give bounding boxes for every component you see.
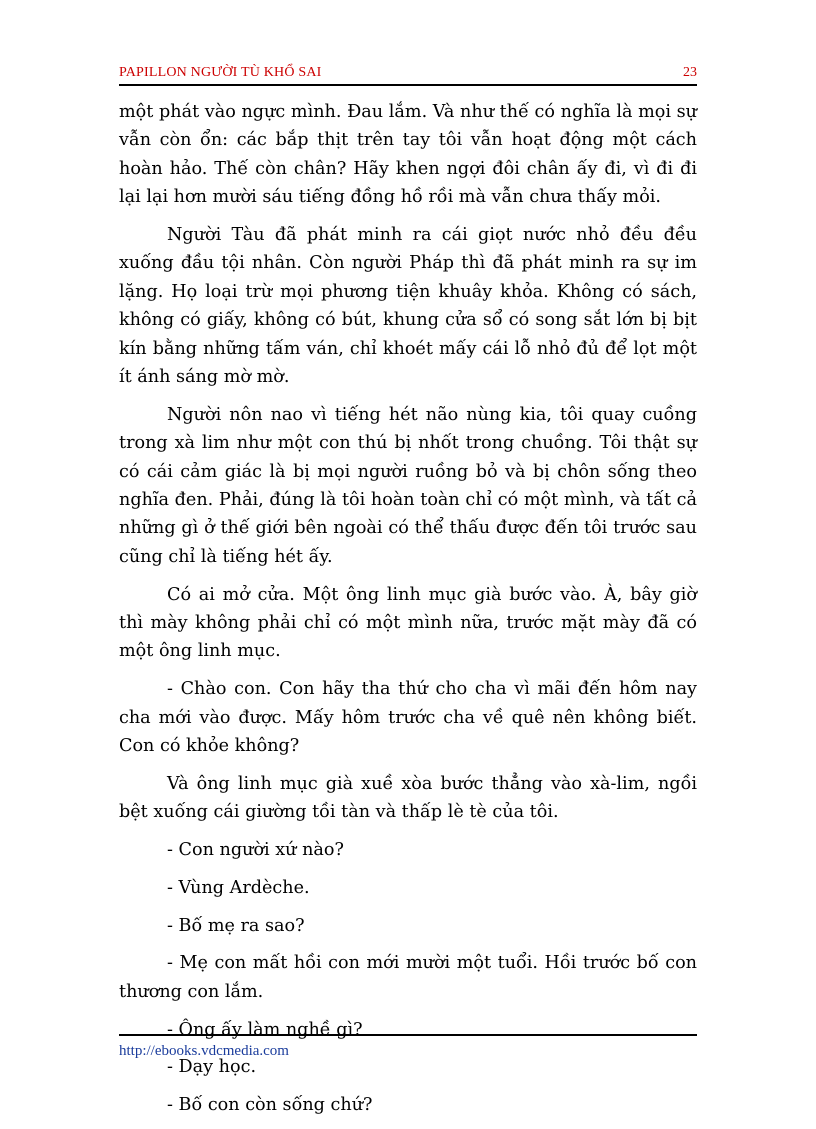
page-body (119, 98, 697, 1129)
paragraph: Có ai mở cửa. Một ông linh mục già bước vào. À, bây giờ thì mày không phải chỉ có một mình nữa, trước mặt mày đã có một ông linh mục. (119, 584, 697, 662)
paragraph: - Dạy học. (167, 1057, 257, 1078)
paragraph: - Con người xứ nào? (167, 840, 344, 861)
book-title: PAPILLON NGƯỜI TÙ KHỔ SAI (119, 65, 322, 80)
paragraph: - Chào con. Con hãy tha thứ cho cha vì mãi đến hôm nay cha mới vào được. Mấy hôm trước cha về quê nên không biết. Con có khỏe không? (119, 679, 697, 757)
paragraph: - Mẹ con mất hồi con mới mười một tuổi. Hồi trước bố con thương con lắm. (119, 953, 697, 1002)
page-number: 23 (683, 65, 697, 80)
paragraph: - Ông ấy làm nghề gì? (167, 1019, 363, 1040)
footer-divider (119, 1034, 697, 1036)
paragraph: Và ông linh mục già xuề xòa bước thẳng vào xà-lim, ngồi bệt xuống cái giường tồi tàn và thấp lè tè của tôi. (119, 773, 697, 823)
running-header (119, 62, 697, 86)
footer-url-link[interactable]: http://ebooks.vdcmedia.com (119, 1043, 289, 1059)
paragraph: Người nôn nao vì tiếng hét não nùng kia, tôi quay cuồng trong xà lim như một con thú bị nhốt trong chuồng. Tôi thật sự có cái cảm giác là bị mọi người ruồng bỏ và bị chôn sống theo nghĩa đen. Phải, đúng là tôi hoàn toàn chỉ có một mình, và tất cả những gì ở thế giới bên ngoài có thể thấu được đến tôi trước sau cũng chỉ là tiếng hét ấy. (119, 404, 697, 567)
paragraph: - Bố con còn sống chứ? (167, 1095, 373, 1116)
paragraph: Người Tàu đã phát minh ra cái giọt nước nhỏ đều đều xuống đầu tội nhân. Còn người Pháp thì đã phát minh ra sự im lặng. Họ loại trừ mọi phương tiện khuây khỏa. Không có sách, không có giấy, không có bút, khung cửa sổ có song sắt lớn bị bịt kín bằng những tấm ván, chỉ khoét mấy cái lỗ nhỏ đủ để lọt một ít ánh sáng mờ mờ. (119, 225, 697, 388)
paragraph: một phát vào ngực mình. Đau lắm. Và như thế có nghĩa là mọi sự vẫn còn ổn: các bắp thịt trên tay tôi vẫn hoạt động một cách hoàn hảo. Thế còn chân? Hãy khen ngợi đôi chân ấy đi, vì đi đi lại lại hơn mười sáu tiếng đồng hồ rồi mà vẫn chưa thấy mỏi. (119, 102, 697, 208)
paragraph: - Bố mẹ ra sao? (167, 915, 305, 936)
paragraph: - Vùng Ardèche. (167, 877, 310, 898)
